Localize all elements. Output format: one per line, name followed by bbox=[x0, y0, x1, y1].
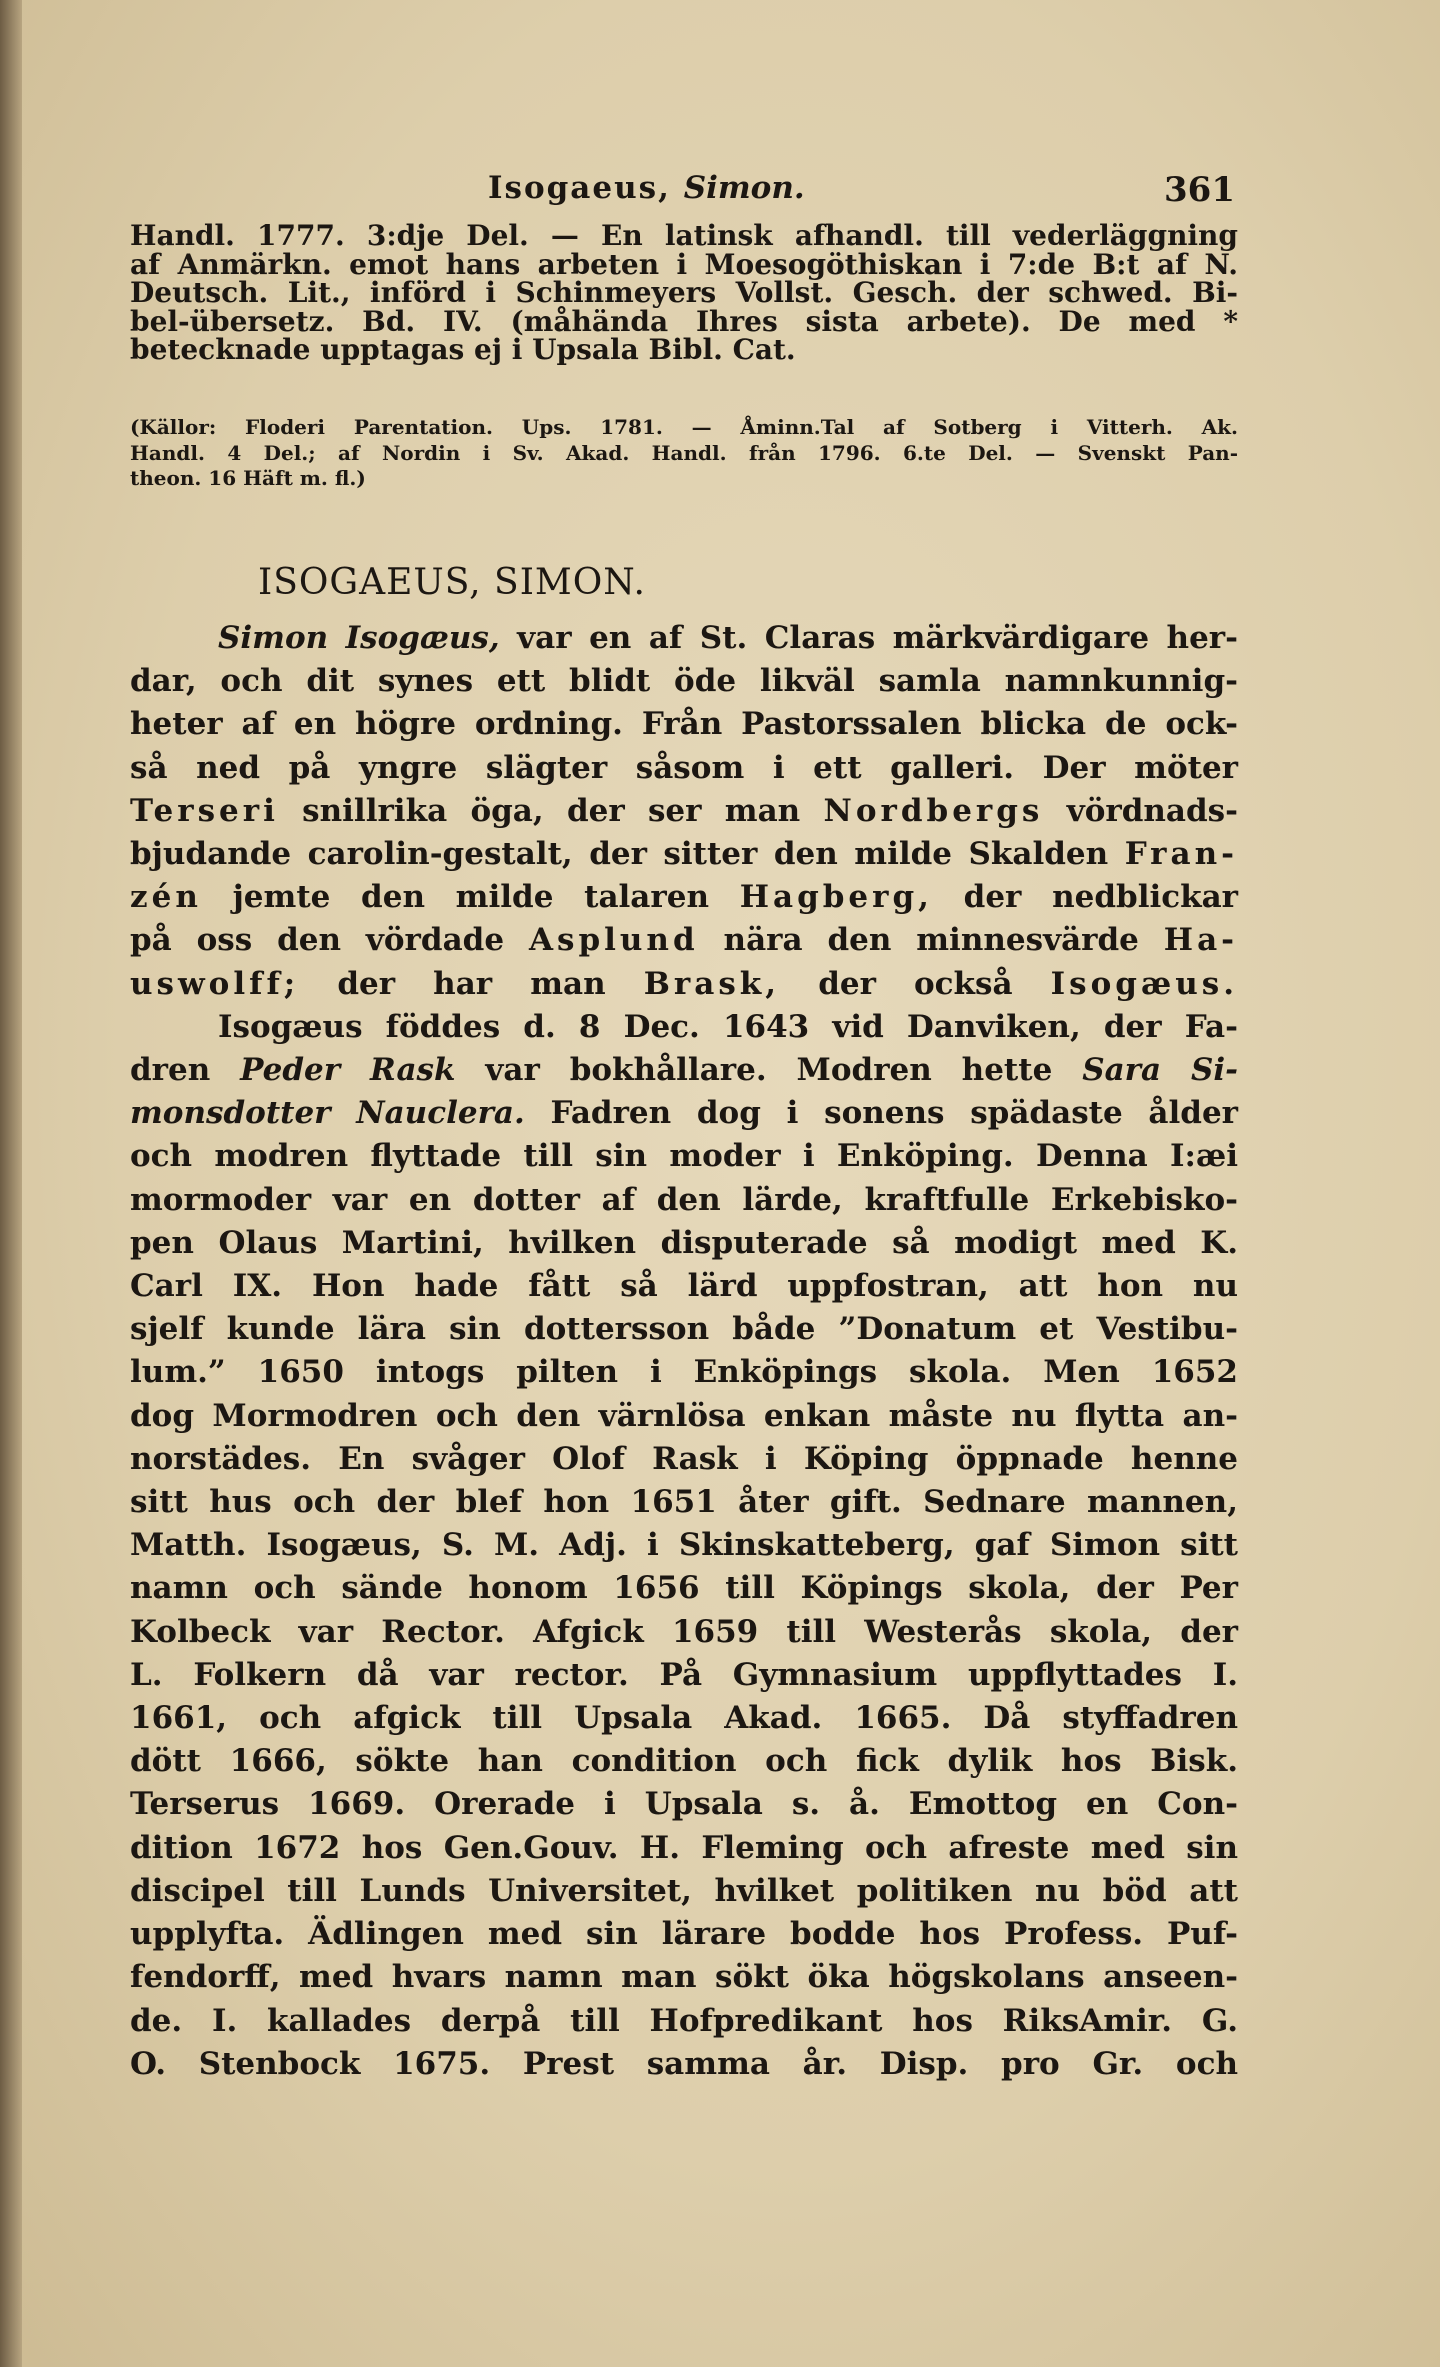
text-line: Deutsch. Lit., införd i Schinmeyers Vollst. Gesch. der schwed. Bi- bbox=[130, 276, 1238, 310]
text-line bbox=[130, 963, 1238, 1006]
text-line: och modren flyttade till sin moder i Enköping. Denna I:æi bbox=[130, 1138, 1238, 1175]
text-line: O. Stenbock 1675. Prest samma år. Disp. pro Gr. och bbox=[130, 2045, 1238, 2082]
text-line: upplyfta. Ädlingen med sin lärare bodde hos Profess. Puf- bbox=[130, 1916, 1238, 1953]
text-line: bel-übersetz. Bd. IV. (måhända Ihres sista arbete). De med * bbox=[130, 304, 1238, 338]
text-line bbox=[130, 617, 1238, 660]
person-name: Sara Si- bbox=[1082, 1052, 1238, 1089]
text-line: lum.” 1650 intogs pilten i Enköpings skola. Men 1652 bbox=[130, 1354, 1238, 1391]
text-line: de. I. kallades derpå till Hofpredikant hos RiksAmir. G. bbox=[130, 2002, 1238, 2039]
running-title-surname: Isogaeus, bbox=[488, 170, 671, 206]
section-heading: ISOGAEUS, SIMON. bbox=[258, 562, 646, 603]
spaced-name: Hagberg, bbox=[739, 879, 933, 916]
text-line: Isogæus föddes d. 8 Dec. 1643 vid Danviken, der Fa- bbox=[218, 1008, 1238, 1045]
text-line: betecknade upptagas ej i Upsala Bibl. Cat. bbox=[130, 333, 796, 367]
running-title-given-name: Simon. bbox=[683, 170, 805, 206]
text-line: 1661, och afgick till Upsala Akad. 1665. Då styffadren bbox=[130, 1700, 1238, 1737]
spaced-name: uswolff; bbox=[130, 965, 300, 1002]
spaced-name: Brask, bbox=[643, 965, 781, 1002]
text-line: mormoder var en dotter af den lärde, kraftfulle Erkebisko- bbox=[130, 1181, 1238, 1218]
text-span: der har man bbox=[337, 965, 606, 1002]
text-line: sjelf kunde lära sin dottersson både ”Donatum et Vestibu- bbox=[130, 1311, 1238, 1348]
person-name: monsdotter Nauclera. bbox=[130, 1095, 525, 1132]
text-span: dren bbox=[130, 1052, 211, 1089]
text-span: på oss den vördade bbox=[130, 922, 505, 959]
spaced-name: Terseri bbox=[130, 792, 279, 829]
text-line bbox=[130, 833, 1238, 876]
text-line: Terserus 1669. Orerade i Upsala s. å. Emottog en Con- bbox=[130, 1786, 1238, 1823]
text-line: Matth. Isogæus, S. M. Adj. i Skinskatteberg, gaf Simon sitt bbox=[130, 1527, 1238, 1564]
text-line: dött 1666, sökte han condition och fick dylik hos Bisk. bbox=[130, 1743, 1238, 1780]
page-number: 361 bbox=[1164, 170, 1235, 210]
text-span: der också bbox=[818, 965, 1013, 1002]
previous-entry-continuation bbox=[130, 219, 1238, 367]
spaced-name: Fran- bbox=[1124, 836, 1238, 873]
text-span: vördnads- bbox=[1066, 792, 1239, 829]
biography-text bbox=[130, 617, 1238, 2086]
text-span: var bokhållare. Modren hette bbox=[485, 1052, 1053, 1089]
running-header bbox=[130, 170, 1235, 210]
page-gutter bbox=[0, 0, 22, 2367]
text-line: namn och sände honom 1656 till Köpings skola, der Per bbox=[130, 1570, 1238, 1607]
person-name: Simon Isogæus, bbox=[218, 620, 500, 656]
text-line: Handl. 1777. 3:dje Del. — En latinsk afhandl. till vederläggning bbox=[130, 219, 1238, 252]
text-span: nära den minnesvärde bbox=[723, 922, 1139, 959]
spaced-name: Isogæus. bbox=[1050, 965, 1238, 1002]
text-line: Kolbeck var Rector. Afgick 1659 till Westerås skola, der bbox=[130, 1613, 1238, 1650]
text-span: der nedblickar bbox=[963, 879, 1239, 916]
text-line: Carl IX. Hon hade fått så lärd uppfostran, att hon nu bbox=[130, 1268, 1238, 1305]
spaced-name: Ha- bbox=[1163, 922, 1239, 959]
text-line: så ned på yngre slägter såsom i ett galleri. Der möter bbox=[130, 749, 1238, 786]
text-line: L. Folkern då var rector. På Gymnasium uppflyttades I. bbox=[130, 1656, 1238, 1693]
text-span: bjudande carolin-gestalt, der sitter den milde Skalden bbox=[130, 836, 1109, 873]
text-line: af Anmärkn. emot hans arbeten i Moesogöthiskan i 7:de B:t af N. bbox=[130, 247, 1238, 281]
text-line: fendorff, med hvars namn man sökt öka högskolans anseen- bbox=[130, 1959, 1238, 1996]
text-line bbox=[130, 1092, 1238, 1135]
text-span: snillrika öga, der ser man bbox=[302, 792, 801, 829]
text-line: dition 1672 hos Gen.Gouv. H. Fleming och afreste med sin bbox=[130, 1829, 1238, 1866]
text-line: dar, och dit synes ett blidt öde likväl samla namnkunnig- bbox=[130, 663, 1238, 700]
sources-note bbox=[130, 415, 1238, 492]
text-line: Handl. 4 Del.; af Nordin i Sv. Akad. Handl. från 1796. 6.te Del. — Svenskt Pan- bbox=[130, 440, 1238, 465]
text-line bbox=[130, 876, 1238, 919]
text-line: dog Mormodren och den värnlösa enkan måste nu flytta an- bbox=[130, 1397, 1238, 1434]
text-line: heter af en högre ordning. Från Pastorssalen blicka de ock- bbox=[130, 706, 1238, 743]
text-line bbox=[130, 790, 1238, 833]
text-span: var en af St. Claras märkvärdigare her- bbox=[517, 620, 1239, 656]
text-line: pen Olaus Martini, hvilken disputerade så modigt med K. bbox=[130, 1224, 1238, 1261]
text-line bbox=[130, 1049, 1238, 1092]
text-line: theon. 16 Häft m. fl.) bbox=[130, 466, 366, 490]
text-line: discipel till Lunds Universitet, hvilket politiken nu böd att bbox=[130, 1872, 1238, 1909]
text-span: jemte den milde talaren bbox=[232, 879, 709, 916]
text-line bbox=[130, 919, 1238, 962]
text-line: (Källor: Floderi Parentation. Ups. 1781. — Åminn.Tal af Sotberg i Vitterh. Ak. bbox=[130, 415, 1238, 439]
spaced-name: zén bbox=[130, 879, 202, 916]
text-span: Fadren dog i sonens spädaste ålder bbox=[550, 1095, 1238, 1132]
text-line: sitt hus och der blef hon 1651 åter gift. Sednare mannen, bbox=[130, 1484, 1238, 1521]
running-title bbox=[488, 170, 805, 206]
person-name: Peder Rask bbox=[240, 1052, 456, 1089]
spaced-name: Asplund bbox=[528, 922, 699, 959]
text-line: norstädes. En svåger Olof Rask i Köping öppnade henne bbox=[130, 1440, 1238, 1477]
spaced-name: Nordbergs bbox=[823, 792, 1044, 829]
